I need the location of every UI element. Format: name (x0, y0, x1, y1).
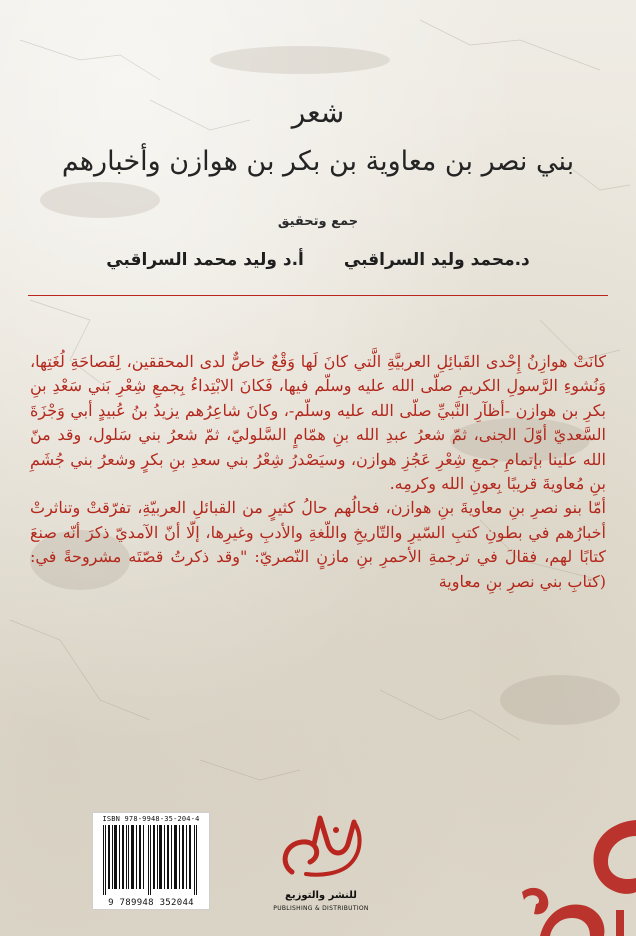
isbn-barcode (92, 812, 210, 910)
isbn-number: 9 789948 352044 (108, 898, 194, 908)
publisher-name-en: PUBLISHING & DISTRIBUTION (273, 905, 369, 912)
synopsis-paragraph-1: كانَتْ هوازِنُ إِحْدى القَبائِلِ العربيَّةِ الَّتي كانَ لَها وَقْعٌ خاصٌّ لدى المحققين، لِفَصاحَةِ لُغَتِها، وَنُشوءِ الرَّسولِ الكريمِ صلّى الله عليه وسلّم فيها، فَكانَ الابْتِداءُ بِجمعِ شِعْرِ بَني سَعْدِ بنِ بكرِ بن هوازن -أظآرِ النَّبيِّ صلّى الله عليه وسلّم-، وكانَ شاعِرُهم يزيدُ بنُ عُبيدٍ أبي وَجْزَةَ السَّعديّ أوّلَ الجنى، ثمّ شعرُ عبدِ الله بنِ همّامٍ السَّلوليّ، ثمّ شعرُ بني سَلول، وقد منّ الله علينا بإتمامِ جمعِ شِعْرِ عَجُزِ هوازن، وسيَصْدرُ شِعْرُ بني سعدِ بنِ بكرٍ وشعرُ بني جُشَمِ بنِ مُعاويةَ قريبًا بِعونِ الله وكرمِه. (30, 352, 607, 494)
publisher-name-ar: للنشر والتوزيع (285, 890, 357, 901)
book-title: بني نصر بن معاوية بن بكر بن هوازن وأخبارهم (61, 146, 575, 177)
isbn-label: ISBN 978-9948-35-204-4 (102, 815, 200, 823)
synopsis-text (30, 350, 606, 594)
barcode-bars (101, 825, 201, 895)
divider-line (28, 295, 608, 296)
publisher-mark (262, 804, 380, 884)
publisher-logo (262, 804, 380, 924)
calligraphy-decoration (520, 800, 636, 936)
synopsis-paragraph-2: أمّا بنو نصرِ بنِ معاويةَ بنِ هوازن، فحالُهم حالُ كثيرٍ من القبائلِ العربيّةِ، تفرّقتْ وتناثرتْ أخبارُهم في بطونِ كتبِ السّيرِ والتّاريخِ واللّغةِ والأدبِ وغيرِها، إلّا أنّ الآمديّ ذكرَ أنّه صنعَ كتابًا لهم، فقالَ في ترجمةِ الأحمرِ بنِ مازنٍ النّصريّ: "وقد ذكرتُ قصّتَه مشروحةً في: (كتابِ بني نصرِ بنِ معاوية (30, 498, 606, 591)
title-poetry-label: شعر (291, 96, 345, 129)
compiled-label: جمع وتحقيق (277, 214, 359, 229)
author-2: أ.د وليد محمد السراقبي (106, 250, 304, 270)
authors (60, 250, 576, 270)
author-1: د.محمد وليد السراقبي (343, 250, 530, 270)
